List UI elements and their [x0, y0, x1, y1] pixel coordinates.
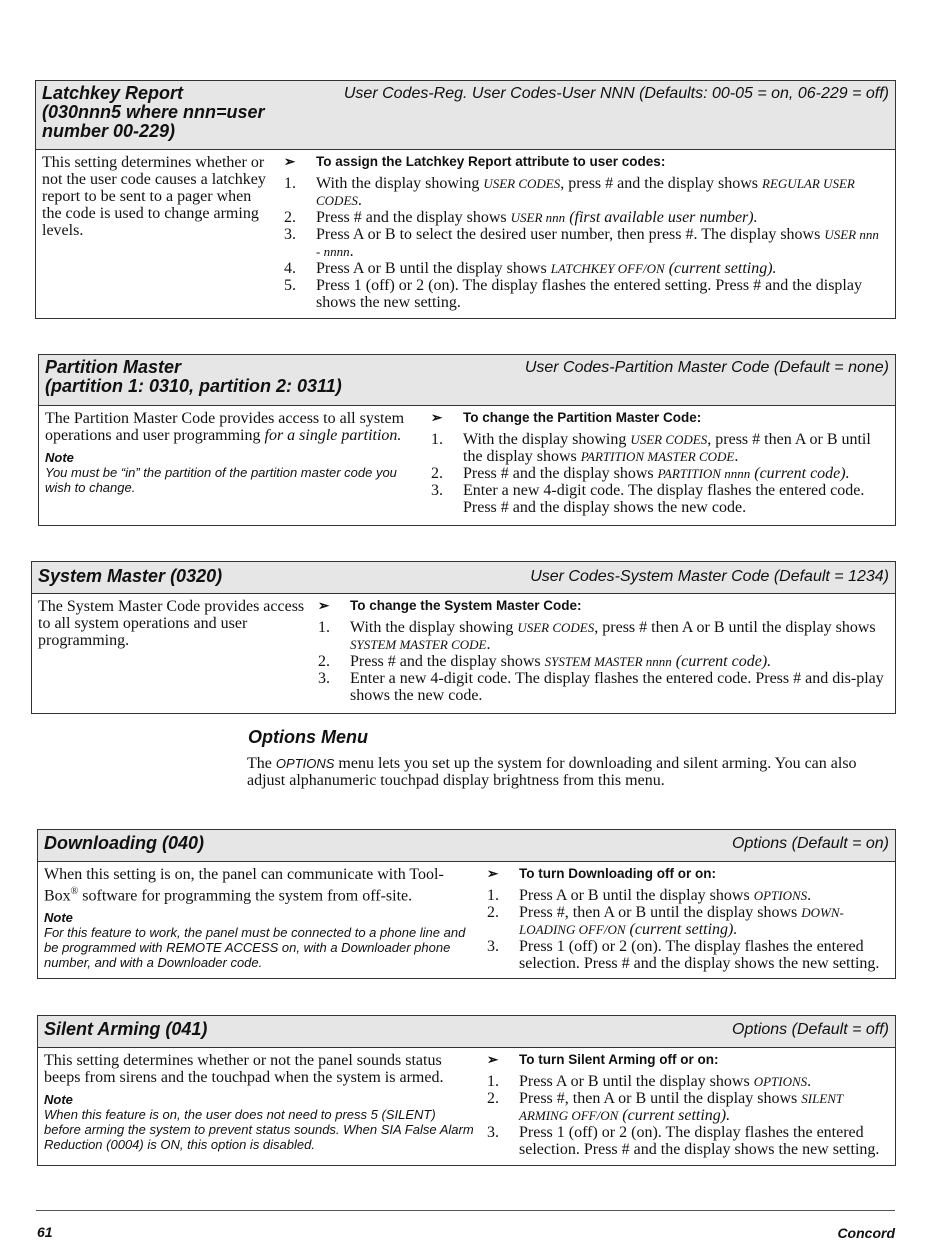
procedure-title: To change the Partition Master Code: — [463, 410, 702, 425]
section-header — [38, 1016, 895, 1048]
step: 3. Enter a new 4-digit code. The display flashes the entered code. Press # and the display shows the new code. — [431, 482, 865, 516]
footer-brand: Concord — [837, 1225, 895, 1241]
section-header — [32, 562, 895, 594]
note-text: For this feature to work, the panel must be connected to a phone line and be programmed with REMOTE ACCESS on, with a Downloader phone number, and with a Downloader code. — [44, 925, 466, 971]
partition-master-section — [38, 354, 896, 526]
arrow-bullet-icon: ➢ — [487, 1052, 499, 1067]
step: 2. Press #, then A or B until the display shows DOWN-LOADING OFF/ON (current setting). — [487, 904, 844, 938]
note-text: You must be “in” the partition of the partition master code you wish to change. — [45, 465, 397, 495]
step: 1. Press A or B until the display shows OPTIONS. — [487, 887, 812, 904]
section-header — [39, 355, 895, 406]
procedure-title: To turn Silent Arming off or on: — [519, 1052, 719, 1067]
section-description: The System Master Code provides access to all system operations and user programming. — [38, 598, 305, 649]
step: 3. Enter a new 4-digit code. The display flashes the entered code. Press # and dis-play shows the new code. — [318, 670, 884, 704]
step: 2. Press # and the display shows USER nnn (first available user number). — [284, 209, 758, 226]
section-title: System Master (0320) — [38, 566, 223, 586]
arrow-bullet-icon: ➢ — [318, 598, 330, 613]
section-menu-path: Options (Default = on) — [732, 835, 889, 852]
downloading-section — [37, 829, 896, 979]
step: 1. With the display showing USER CODES, press # then A or B until the display shows PARTITION MASTER CODE. — [431, 431, 871, 465]
procedure — [431, 410, 886, 516]
section-description: The Partition Master Code provides access to all system operations and user programming for a single partition. Note You must be “in” the partition of the partition master code you wish to change. — [45, 410, 423, 495]
note-label: Note — [45, 450, 74, 465]
note-label: Note — [44, 910, 73, 926]
step: 1. With the display showing USER CODES, press # and the display shows REGULAR USER CODES. — [284, 175, 855, 209]
procedure-title: To turn Downloading off or on: — [519, 866, 716, 881]
system-master-section — [31, 561, 896, 714]
section-menu-path: User Codes-Partition Master Code (Default = none) — [524, 359, 889, 376]
procedure — [487, 1052, 885, 1158]
step: 1. Press A or B until the display shows OPTIONS. — [487, 1073, 812, 1090]
section-description: This setting determines whether or not the user code causes a latchkey report to be sent to a pager when the code is used to change arming levels. — [42, 154, 266, 239]
silent-arming-section — [37, 1015, 896, 1166]
step: 5. Press 1 (off) or 2 (on). The display flashes the entered setting. Press # and the display shows the new setting. — [284, 277, 862, 311]
note-text: When this feature is on, the user does not need to press 5 (SILENT) before arming the system to prevent status sounds. When SIA False Alarm Reduction (0004) is ON, this option is disabled. — [44, 1107, 474, 1152]
section-title: Partition Master (partition 1: 0310, partition 2: 0311) — [45, 357, 342, 396]
step: 2. Press #, then A or B until the display shows SILENT ARMING OFF/ON (current setting). — [487, 1090, 843, 1124]
section-menu-path: User Codes-System Master Code (Default = 1234) — [530, 568, 889, 585]
step: 2. Press # and the display shows PARTITION nnnn (current code). — [431, 465, 850, 482]
step: 3. Press A or B to select the desired user number, then press #. The display shows USER nnn - nnnn. — [284, 226, 879, 260]
section-description: This setting determines whether or not the panel sounds status beeps from sirens and the touchpad when the system is armed. Note When this feature is on, the user does not need to press 5 (SILENT) before arming the system to prevent status sounds. When SIA False Alarm Reduction (0004) is ON, this option is disabled. — [44, 1052, 476, 1152]
procedure-title: To assign the Latchkey Report attribute to user codes: — [316, 154, 666, 169]
step: 4. Press A or B until the display shows LATCHKEY OFF/ON (current setting). — [284, 260, 777, 277]
procedure-title: To change the System Master Code: — [350, 598, 582, 613]
step: 1. With the display showing USER CODES, press # then A or B until the display shows SYSTEM MASTER CODE. — [318, 619, 876, 653]
step: 3. Press 1 (off) or 2 (on). The display flashes the entered selection. Press # and the display shows the new setting. — [487, 938, 880, 972]
procedure — [284, 154, 884, 311]
note-label: Note — [44, 1092, 73, 1107]
page-number: 61 — [37, 1224, 53, 1240]
footer-rule — [36, 1210, 895, 1211]
section-title: Downloading (040) — [44, 833, 205, 853]
section-title: Latchkey Report (030nnn5 where nnn=user number 00-229) — [42, 83, 265, 141]
latchkey-report-section — [35, 80, 896, 319]
step: 2. Press # and the display shows SYSTEM MASTER nnnn (current code). — [318, 653, 772, 670]
section-menu-path: Options (Default = off) — [732, 1021, 889, 1038]
options-menu-heading: Options Menu — [248, 727, 368, 747]
procedure — [318, 598, 886, 704]
arrow-bullet-icon: ➢ — [487, 866, 499, 881]
section-header — [38, 830, 895, 862]
procedure — [487, 866, 885, 972]
options-menu-intro: The OPTIONS menu lets you set up the system for downloading and silent arming. You can also adjust alphanumeric touchpad display brightness from this menu. — [247, 755, 857, 789]
section-description: When this setting is on, the panel can communicate with Tool-Box® software for programming the system from off-site. Note For this feature to work, the panel must be connected to a phone line and be programmed with REMOTE ACCESS on, with a Downloader phone number, and with a Downloader code. — [44, 866, 476, 970]
section-header — [36, 81, 895, 150]
step: 3. Press 1 (off) or 2 (on). The display flashes the entered selection. Press # and the display shows the new setting. — [487, 1124, 880, 1158]
arrow-bullet-icon: ➢ — [284, 154, 296, 169]
arrow-bullet-icon: ➢ — [431, 410, 443, 425]
section-menu-path: User Codes-Reg. User Codes-User NNN (Defaults: 00-05 = on, 06-229 = off) — [343, 85, 889, 102]
section-title: Silent Arming (041) — [44, 1019, 208, 1039]
